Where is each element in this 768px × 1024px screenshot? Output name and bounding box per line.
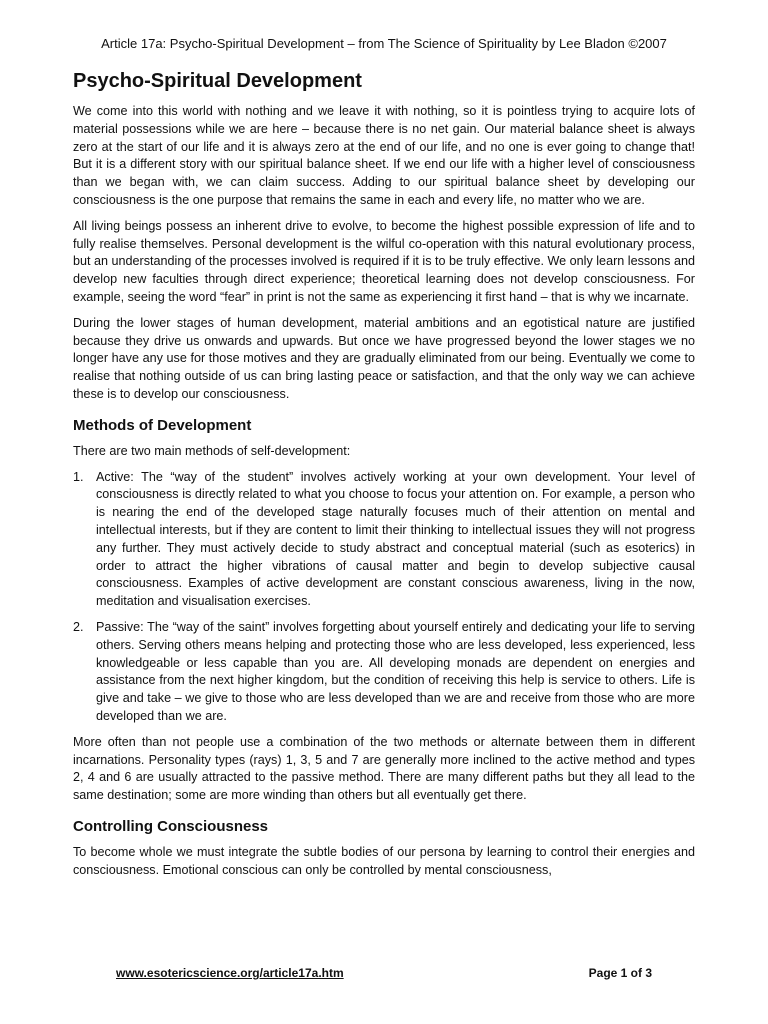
page-footer	[116, 966, 652, 980]
list-item-text: Active: The “way of the student” involves actively working at your own development. Your level of consciousness is directly related to what you choose to focus your attention on. For example, a person who is nearing the end of the developed stage naturally focuses much of their attention on mental and intellectual interests, but if they are content to limit their thinking to intellectual issues they will not progress any further. They must actively decide to study abstract and conceptual material (such as esoterics) in order to attract the higher vibrations of causal matter and begin to develop subjective causal consciousness. Examples of active development are constant conscious awareness, living in the now, meditation and visualisation exercises.	[96, 469, 695, 609]
list-item-text: Passive: The “way of the saint” involves forgetting about yourself entirely and dedicating your life to serving others. Serving others means helping and protecting those who are less developed, less experienced, less knowledgeable or less capable than you are. All developing monads are dependent on energies and assistance from the next higher kingdom, but the condition of receiving this help is service to others. Life is give and take – we give to those who are less developed than we are and receive from those who are more developed than we are.	[96, 619, 695, 723]
list-number: 2.	[73, 619, 84, 634]
article-body	[73, 68, 695, 887]
list-item	[73, 619, 695, 726]
page-title: Psycho-Spiritual Development	[73, 70, 362, 92]
paragraph: To become whole we must integrate the subtle bodies of our persona by learning to control their energies and consciousness. Emotional conscious can only be controlled by mental consciousness,	[73, 844, 695, 877]
page-number: Page 1 of 3	[588, 966, 652, 980]
section-heading-methods: Methods of Development	[73, 416, 252, 434]
section-heading-controlling: Controlling Consciousness	[73, 817, 269, 835]
list-item	[73, 469, 695, 611]
paragraph: During the lower stages of human development, material ambitions and an egotistical nature are justified because they drive us onwards and upwards. But once we have progressed beyond the lower stages we no longer have any use for those motives and they are gradually eliminated from our being. Eventually we come to realise that nothing outside of us can bring lasting peace or satisfaction, and that the only way we can achieve these is to develop our consciousness.	[73, 315, 695, 401]
paragraph: There are two main methods of self-development:	[73, 443, 351, 458]
footer-url-link[interactable]: www.esotericscience.org/article17a.htm	[116, 966, 344, 980]
paragraph: More often than not people use a combination of the two methods or alternate between them in different incarnations. Personality types (rays) 1, 3, 5 and 7 are generally more inclined to the active method and types 2, 4 and 6 are usually attracted to the passive method. There are many different paths but they all lead to the same destination; some are more winding than others but all eventually get there.	[73, 734, 695, 803]
running-header: Article 17a: Psycho-Spiritual Development – from The Science of Spirituality by Lee Bladon ©2007	[101, 36, 667, 51]
methods-list	[73, 469, 695, 726]
paragraph: We come into this world with nothing and we leave it with nothing, so it is pointless trying to acquire lots of material possessions while we are here – because there is no net gain. Our material balance sheet is always zero at the start of our life and it is always zero at the end of our life, and no one is ever going to change that! But it is a different story with our spiritual balance sheet. If we end our life with a higher level of consciousness than we began with, we can claim success. Adding to our spiritual balance sheet by developing our consciousness is the one purpose that remains the same in each and every life, no matter who we are.	[73, 104, 695, 207]
paragraph: All living beings possess an inherent drive to evolve, to become the highest possible expression of life and to fully realise themselves. Personal development is the wilful co-operation with this natural evolutionary process, but an understanding of the processes involved is required if it is to be truly effective. We only learn lessons and develop new faculties through direct experience; theoretical learning does not develop consciousness. For example, seeing the word “fear” in print is not the same as experiencing it first hand – that is why we incarnate.	[73, 218, 695, 304]
list-number: 1.	[73, 469, 84, 484]
